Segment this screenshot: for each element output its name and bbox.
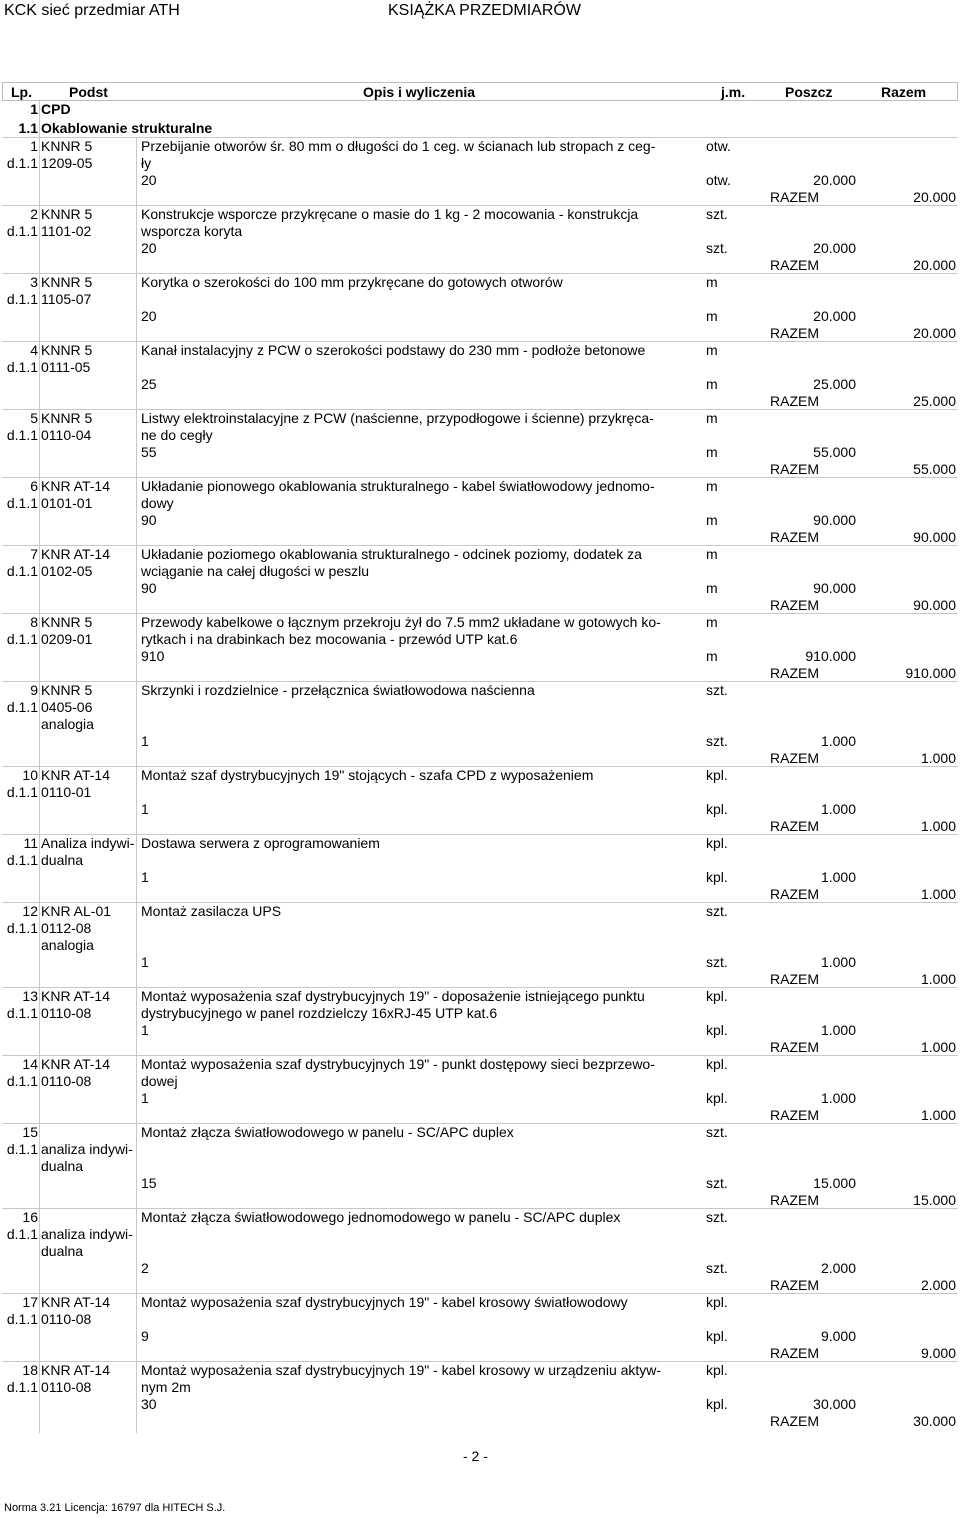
calc-unit: kpl. xyxy=(706,1328,728,1344)
razem-value: 1.000 xyxy=(920,750,956,766)
item-basis: KNNR 5 xyxy=(41,206,93,222)
razem-label: RAZEM xyxy=(770,818,819,834)
section-number: 1 xyxy=(30,101,38,117)
item-description-cont: rytkach i na drabinkach bez mocowania - przewód UTP kat.6 xyxy=(141,631,518,647)
item-basis: KNR AL-01 xyxy=(41,903,112,919)
item-basis: 1209-05 xyxy=(41,155,93,171)
razem-value: 25.000 xyxy=(913,393,956,409)
item-number: 4 xyxy=(30,342,38,358)
col-podst: Podst xyxy=(69,84,108,100)
razem-label: RAZEM xyxy=(770,1277,819,1293)
col-jm: j.m. xyxy=(721,84,746,100)
item-reference: d.1.1 xyxy=(6,427,38,443)
item-description-cont: nym 2m xyxy=(141,1379,191,1395)
item-reference: d.1.1 xyxy=(6,359,38,375)
item-unit: szt. xyxy=(706,1209,728,1225)
item-basis: dualna xyxy=(41,1158,84,1174)
calc-partial-value: 1.000 xyxy=(820,1022,856,1038)
calc-unit: kpl. xyxy=(706,869,728,885)
razem-label: RAZEM xyxy=(770,597,819,613)
item-description: Przebijanie otworów śr. 80 mm o długości do 1 ceg. w ścianach lub stropach z ceg- xyxy=(141,138,656,154)
col-razem: Razem xyxy=(881,84,927,100)
calc-unit: otw. xyxy=(706,172,731,188)
calc-quantity: 910 xyxy=(141,648,165,664)
item-basis: KNNR 5 xyxy=(41,614,93,630)
calc-unit: m xyxy=(706,308,718,324)
item-reference: d.1.1 xyxy=(6,784,38,800)
item-basis: 0110-08 xyxy=(41,1073,92,1089)
razem-label: RAZEM xyxy=(770,1345,819,1361)
item-description: Montaż zasilacza UPS xyxy=(141,903,282,919)
calc-unit: szt. xyxy=(706,1175,728,1191)
item-number: 14 xyxy=(22,1056,38,1072)
item-basis: KNR AT-14 xyxy=(41,1294,110,1310)
item-reference: d.1.1 xyxy=(6,1311,38,1327)
item-description: Dostawa serwera z oprogramowaniem xyxy=(141,835,380,851)
calc-quantity: 20 xyxy=(141,172,157,188)
item-description-cont: ły xyxy=(141,155,152,171)
item-reference: d.1.1 xyxy=(6,631,38,647)
calc-quantity: 20 xyxy=(141,308,157,324)
item-description: Przewody kabelkowe o łącznym przekroju żył do 7.5 mm2 układane w gotowych ko- xyxy=(141,614,661,630)
item-unit: kpl. xyxy=(706,1056,728,1072)
item-basis: dualna xyxy=(41,1243,84,1259)
calc-quantity: 1 xyxy=(141,1022,149,1038)
razem-label: RAZEM xyxy=(770,886,819,902)
razem-value: 1.000 xyxy=(920,971,956,987)
item-basis: KNNR 5 xyxy=(41,682,93,698)
razem-label: RAZEM xyxy=(770,325,819,341)
razem-label: RAZEM xyxy=(770,189,819,205)
razem-value: 90.000 xyxy=(913,597,956,613)
item-basis: KNR AT-14 xyxy=(41,478,110,494)
item-description: Montaż złącza światłowodowego jednomodowego w panelu - SC/APC duplex xyxy=(141,1209,621,1225)
calc-unit: kpl. xyxy=(706,1022,728,1038)
calc-quantity: 1 xyxy=(141,869,149,885)
calc-partial-value: 30.000 xyxy=(813,1396,856,1412)
razem-value: 30.000 xyxy=(913,1413,956,1429)
razem-value: 55.000 xyxy=(913,461,956,477)
item-number: 6 xyxy=(30,478,38,494)
item-reference: d.1.1 xyxy=(6,1226,38,1242)
item-basis: 0110-01 xyxy=(41,784,92,800)
calc-quantity: 1 xyxy=(141,1090,149,1106)
calc-partial-value: 910.000 xyxy=(805,648,856,664)
item-unit: otw. xyxy=(706,138,731,154)
item-basis: 0110-08 xyxy=(41,1005,92,1021)
item-reference: d.1.1 xyxy=(6,1379,38,1395)
item-unit: szt. xyxy=(706,682,728,698)
item-number: 8 xyxy=(30,614,38,630)
calc-partial-value: 2.000 xyxy=(820,1260,856,1276)
calc-quantity: 1 xyxy=(141,954,149,970)
item-basis: analiza indywi- xyxy=(41,1226,133,1242)
calc-partial-value: 1.000 xyxy=(820,869,856,885)
item-number: 15 xyxy=(22,1124,38,1140)
item-description: Montaż wyposażenia szaf dystrybucyjnych 19" - doposażenie istniejącego punktu xyxy=(141,988,645,1004)
calc-unit: szt. xyxy=(706,733,728,749)
item-basis: KNR AT-14 xyxy=(41,767,110,783)
calc-unit: kpl. xyxy=(706,801,728,817)
calc-quantity: 1 xyxy=(141,801,149,817)
item-description-cont: dowej xyxy=(141,1073,178,1089)
item-number: 17 xyxy=(22,1294,38,1310)
item-number: 9 xyxy=(30,682,38,698)
razem-value: 15.000 xyxy=(913,1192,956,1208)
item-reference: d.1.1 xyxy=(6,291,38,307)
column-header-row xyxy=(2,82,958,101)
razem-value: 20.000 xyxy=(913,257,956,273)
item-basis: KNR AT-14 xyxy=(41,546,110,562)
item-reference: d.1.1 xyxy=(6,920,38,936)
item-reference: d.1.1 xyxy=(6,495,38,511)
header-program-title: KCK sieć przedmiar ATH xyxy=(4,2,180,19)
calc-partial-value: 55.000 xyxy=(813,444,856,460)
item-basis: KNNR 5 xyxy=(41,410,93,426)
item-basis: KNR AT-14 xyxy=(41,1056,110,1072)
razem-label: RAZEM xyxy=(770,257,819,273)
razem-value: 1.000 xyxy=(920,1107,956,1123)
razem-value: 20.000 xyxy=(913,189,956,205)
item-unit: m xyxy=(706,410,718,426)
item-unit: kpl. xyxy=(706,1294,728,1310)
item-number: 12 xyxy=(22,903,38,919)
item-description: Montaż wyposażenia szaf dystrybucyjnych 19" - punkt dostępowy sieci bezprzewo- xyxy=(141,1056,655,1072)
item-description: Korytka o szerokości do 100 mm przykręcane do gotowych otworów xyxy=(141,274,563,290)
item-unit: m xyxy=(706,274,718,290)
calc-partial-value: 1.000 xyxy=(820,954,856,970)
razem-label: RAZEM xyxy=(770,529,819,545)
razem-label: RAZEM xyxy=(770,393,819,409)
item-basis: analogia xyxy=(41,716,94,732)
item-number: 18 xyxy=(22,1362,38,1378)
item-description-cont: ne do cegły xyxy=(141,427,213,443)
calc-unit: kpl. xyxy=(706,1090,728,1106)
item-reference: d.1.1 xyxy=(6,563,38,579)
calc-partial-value: 90.000 xyxy=(813,512,856,528)
item-basis: 0110-08 xyxy=(41,1311,92,1327)
item-reference: d.1.1 xyxy=(6,699,38,715)
razem-value: 90.000 xyxy=(913,529,956,545)
calc-partial-value: 20.000 xyxy=(813,240,856,256)
item-number: 11 xyxy=(23,835,38,851)
item-reference: d.1.1 xyxy=(6,155,38,171)
item-unit: szt. xyxy=(706,1124,728,1140)
razem-label: RAZEM xyxy=(770,971,819,987)
calc-partial-value: 20.000 xyxy=(813,172,856,188)
item-unit: szt. xyxy=(706,206,728,222)
item-description: Układanie pionowego okablowania strukturalnego - kabel światłowodowy jednomo- xyxy=(141,478,655,494)
column-divider-lp xyxy=(39,101,40,1433)
razem-label: RAZEM xyxy=(770,1107,819,1123)
item-unit: m xyxy=(706,342,718,358)
razem-value: 2.000 xyxy=(920,1277,956,1293)
item-basis: 0111-05 xyxy=(41,359,91,375)
item-basis: KNNR 5 xyxy=(41,342,93,358)
item-basis: dualna xyxy=(41,852,84,868)
calc-unit: m xyxy=(706,580,718,596)
col-poszcz: Poszcz xyxy=(785,84,833,100)
item-basis: KNNR 5 xyxy=(41,138,93,154)
col-opis: Opis i wyliczenia xyxy=(363,84,476,100)
calc-quantity: 2 xyxy=(141,1260,149,1276)
razem-label: RAZEM xyxy=(770,1192,819,1208)
item-description: Skrzynki i rozdzielnice - przełącznica światłowodowa naścienna xyxy=(141,682,535,698)
item-description: Montaż wyposażenia szaf dystrybucyjnych 19" - kabel krosowy światłowodowy xyxy=(141,1294,628,1310)
item-number: 3 xyxy=(30,274,38,290)
item-number: 16 xyxy=(22,1209,38,1225)
item-unit: m xyxy=(706,546,718,562)
item-description: Układanie poziomego okablowania strukturalnego - odcinek poziomy, dodatek za xyxy=(141,546,642,562)
calc-quantity: 15 xyxy=(141,1175,157,1191)
razem-label: RAZEM xyxy=(770,461,819,477)
razem-value: 1.000 xyxy=(920,886,956,902)
item-number: 7 xyxy=(30,546,38,562)
item-unit: kpl. xyxy=(706,767,728,783)
item-description: Montaż złącza światłowodowego w panelu - SC/APC duplex xyxy=(141,1124,514,1140)
razem-label: RAZEM xyxy=(770,1039,819,1055)
item-basis: 0101-01 xyxy=(41,495,93,511)
item-basis: 0112-08 xyxy=(41,920,92,936)
calc-quantity: 25 xyxy=(141,376,157,392)
item-description-cont: wciąganie na całej długości w peszlu xyxy=(141,563,370,579)
item-unit: kpl. xyxy=(706,988,728,1004)
calc-unit: m xyxy=(706,512,718,528)
item-basis: 0110-04 xyxy=(41,427,92,443)
item-basis: KNR AT-14 xyxy=(41,988,110,1004)
calc-quantity: 20 xyxy=(141,240,157,256)
license-footer: Norma 3.21 Licencja: 16797 dla HITECH S.J. xyxy=(4,1502,226,1514)
razem-label: RAZEM xyxy=(770,750,819,766)
calc-quantity: 90 xyxy=(141,580,157,596)
col-lp: Lp. xyxy=(11,84,32,100)
header-document-title: KSIĄŻKA PRZEDMIARÓW xyxy=(388,2,581,19)
section-title: CPD xyxy=(41,101,71,117)
calc-quantity: 1 xyxy=(141,733,149,749)
item-basis: 0405-06 xyxy=(41,699,93,715)
calc-unit: m xyxy=(706,444,718,460)
calc-partial-value: 15.000 xyxy=(813,1175,856,1191)
item-number: 13 xyxy=(22,988,38,1004)
item-number: 5 xyxy=(30,410,38,426)
item-description: Listwy elektroinstalacyjne z PCW (naścienne, przypodłogowe i ścienne) przykręca- xyxy=(141,410,654,426)
item-unit: kpl. xyxy=(706,1362,728,1378)
item-reference: d.1.1 xyxy=(6,1005,38,1021)
calc-unit: szt. xyxy=(706,1260,728,1276)
calc-unit: m xyxy=(706,648,718,664)
calc-unit: szt. xyxy=(706,954,728,970)
razem-label: RAZEM xyxy=(770,665,819,681)
calc-partial-value: 1.000 xyxy=(820,801,856,817)
column-divider-podst xyxy=(136,138,137,1433)
item-basis: analiza indywi- xyxy=(41,1141,133,1157)
item-description-cont: dowy xyxy=(141,495,174,511)
item-reference: d.1.1 xyxy=(6,1141,38,1157)
razem-value: 910.000 xyxy=(905,665,956,681)
calc-partial-value: 1.000 xyxy=(820,1090,856,1106)
item-description: Montaż szaf dystrybucyjnych 19" stojących - szafa CPD z wyposażeniem xyxy=(141,767,594,783)
item-unit: m xyxy=(706,478,718,494)
item-description-cont: wsporcza koryta xyxy=(141,223,243,239)
calc-quantity: 90 xyxy=(141,512,157,528)
calc-partial-value: 20.000 xyxy=(813,308,856,324)
item-basis: Analiza indywi- xyxy=(41,835,135,851)
item-basis: 0110-08 xyxy=(41,1379,92,1395)
razem-value: 9.000 xyxy=(920,1345,956,1361)
razem-value: 20.000 xyxy=(913,325,956,341)
item-description: Konstrukcje wsporcze przykręcane o masie do 1 kg - 2 mocowania - konstrukcja xyxy=(141,206,639,222)
subsection-title: Okablowanie strukturalne xyxy=(41,120,213,136)
item-number: 1 xyxy=(30,138,38,154)
calc-unit: kpl. xyxy=(706,1396,728,1412)
calc-partial-value: 9.000 xyxy=(820,1328,856,1344)
item-reference: d.1.1 xyxy=(6,223,38,239)
item-basis: 0102-05 xyxy=(41,563,93,579)
item-unit: kpl. xyxy=(706,835,728,851)
calc-unit: szt. xyxy=(706,240,728,256)
calc-quantity: 30 xyxy=(141,1396,157,1412)
item-basis: 1105-07 xyxy=(41,291,92,307)
item-basis: KNR AT-14 xyxy=(41,1362,110,1378)
calc-quantity: 9 xyxy=(141,1328,149,1344)
calc-partial-value: 25.000 xyxy=(813,376,856,392)
item-reference: d.1.1 xyxy=(6,852,38,868)
item-number: 10 xyxy=(22,767,38,783)
item-reference: d.1.1 xyxy=(6,1073,38,1089)
item-unit: szt. xyxy=(706,903,728,919)
item-basis: 1101-02 xyxy=(41,223,92,239)
calc-unit: m xyxy=(706,376,718,392)
razem-value: 1.000 xyxy=(920,1039,956,1055)
calc-partial-value: 1.000 xyxy=(820,733,856,749)
item-basis: 0209-01 xyxy=(41,631,93,647)
item-unit: m xyxy=(706,614,718,630)
item-description: Montaż wyposażenia szaf dystrybucyjnych 19" - kabel krosowy w urządzeniu aktyw- xyxy=(141,1362,662,1378)
item-basis: analogia xyxy=(41,937,94,953)
page-number: - 2 - xyxy=(463,1448,488,1464)
item-description-cont: dystrybucyjnego w panel rozdzielczy 16xRJ-45 UTP kat.6 xyxy=(141,1005,498,1021)
razem-label: RAZEM xyxy=(770,1413,819,1429)
item-description: Kanał instalacyjny z PCW o szerokości podstawy do 230 mm - podłoże betonowe xyxy=(141,342,646,358)
item-number: 2 xyxy=(30,206,38,222)
calc-quantity: 55 xyxy=(141,444,157,460)
item-basis: KNNR 5 xyxy=(41,274,93,290)
razem-value: 1.000 xyxy=(920,818,956,834)
calc-partial-value: 90.000 xyxy=(813,580,856,596)
subsection-number: 1.1 xyxy=(18,120,38,136)
